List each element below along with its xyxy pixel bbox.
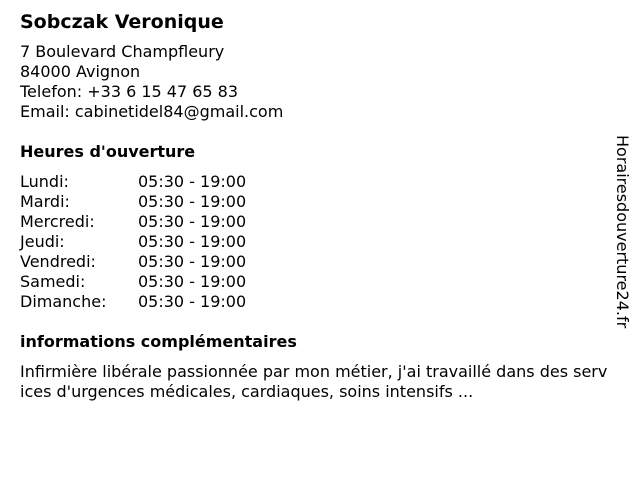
hours-row — [20, 292, 610, 312]
day-label: Vendredi: — [20, 252, 96, 271]
additional-info-title: informations complémentaires — [20, 332, 297, 351]
address-city: 84000 Avignon — [20, 62, 141, 81]
time-range: 05:30 - 19:00 — [138, 192, 247, 211]
hours-row — [20, 212, 610, 232]
time-range: 05:30 - 19:00 — [138, 272, 247, 291]
hours-row — [20, 272, 610, 292]
opening-hours-list — [20, 172, 610, 312]
opening-hours-title: Heures d'ouverture — [20, 142, 196, 161]
additional-info-text: Infirmière libérale passionnée par mon métier, j'ai travaillé dans des services d'urgences médicales, cardiaques, soins intensifs ... — [20, 362, 608, 401]
day-label: Mardi: — [20, 192, 70, 211]
time-range: 05:30 - 19:00 — [138, 172, 247, 191]
day-label: Samedi: — [20, 272, 86, 291]
site-watermark: Horairesdouverture24.fr — [613, 135, 632, 329]
time-range: 05:30 - 19:00 — [138, 232, 247, 251]
hours-row — [20, 252, 610, 272]
time-range: 05:30 - 19:00 — [138, 252, 247, 271]
time-range: 05:30 - 19:00 — [138, 292, 247, 311]
contact-card — [20, 8, 610, 402]
contact-name: Sobczak Veronique — [20, 11, 224, 33]
day-label: Mercredi: — [20, 212, 95, 231]
address-street: 7 Boulevard Champfleury — [20, 42, 225, 61]
time-range: 05:30 - 19:00 — [138, 212, 247, 231]
day-label: Jeudi: — [20, 232, 65, 251]
hours-row — [20, 232, 610, 252]
day-label: Dimanche: — [20, 292, 107, 311]
hours-row — [20, 192, 610, 212]
day-label: Lundi: — [20, 172, 69, 191]
email-address: Email: cabinetidel84@gmail.com — [20, 102, 284, 121]
hours-row — [20, 172, 610, 192]
phone-number: Telefon: +33 6 15 47 65 83 — [20, 82, 239, 101]
